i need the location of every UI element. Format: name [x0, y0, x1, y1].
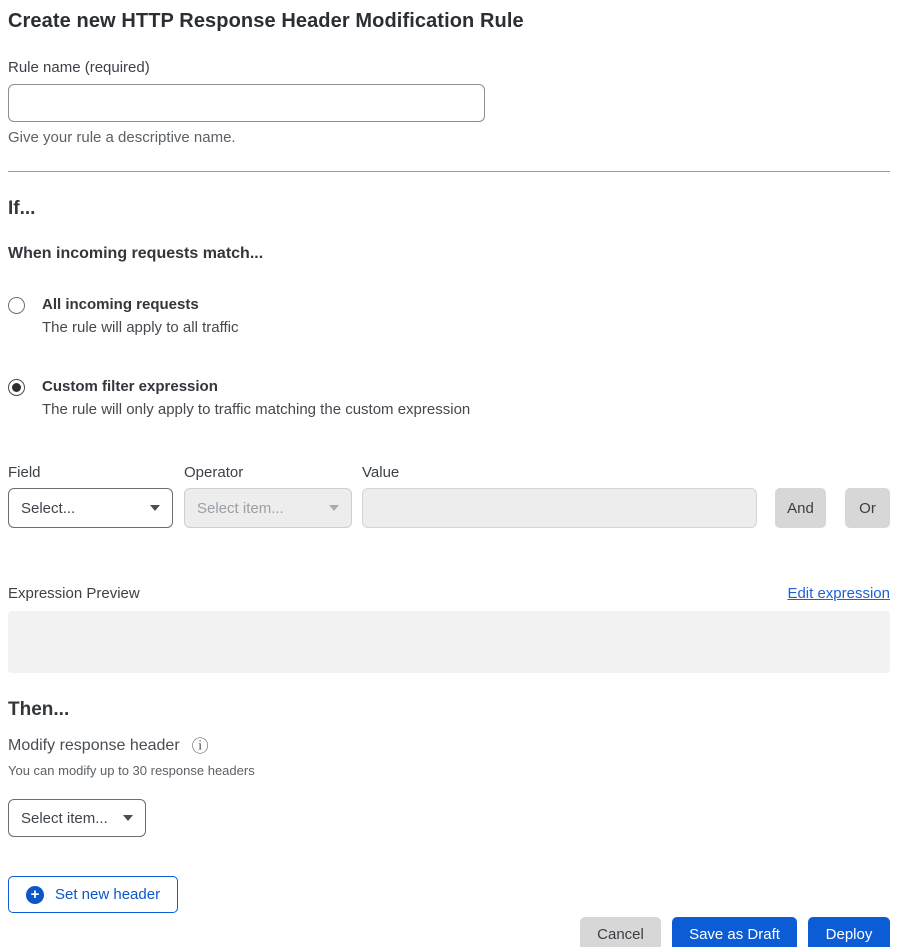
operator-select-value: Select item...	[197, 499, 284, 517]
and-button[interactable]: And	[775, 488, 826, 528]
radio-all-incoming-requests[interactable]	[8, 296, 890, 336]
radio-selected-icon[interactable]	[8, 379, 25, 396]
chevron-down-icon	[150, 505, 160, 511]
section-divider	[8, 171, 890, 172]
modify-helper-text: You can modify up to 30 response headers	[8, 763, 255, 778]
expression-builder	[8, 464, 890, 528]
match-subheading: When incoming requests match...	[8, 245, 264, 262]
field-select-value: Select...	[21, 499, 76, 517]
radio-custom-label: Custom filter expression	[42, 378, 218, 395]
radio-unselected-icon[interactable]	[8, 297, 25, 314]
cancel-button[interactable]: Cancel	[580, 917, 661, 947]
expression-preview-box	[8, 611, 890, 673]
footer-actions	[8, 917, 890, 947]
plus-icon: +	[26, 886, 44, 904]
rule-name-input[interactable]	[8, 84, 485, 122]
radio-custom-description: The rule will only apply to traffic matching the custom expression	[42, 401, 471, 418]
radio-custom-filter-expression[interactable]	[8, 378, 890, 418]
field-select[interactable]	[8, 488, 173, 528]
chevron-down-icon	[329, 505, 339, 511]
operator-select[interactable]	[184, 488, 352, 528]
set-new-header-button[interactable]	[8, 876, 178, 913]
rule-name-label: Rule name (required)	[8, 59, 150, 76]
save-as-draft-button[interactable]: Save as Draft	[672, 917, 797, 947]
then-heading: Then...	[8, 699, 70, 720]
info-icon[interactable]: ⓘ	[191, 736, 209, 756]
rule-name-helper: Give your rule a descriptive name.	[8, 129, 236, 146]
expression-preview-label: Expression Preview	[8, 585, 140, 602]
modify-response-header-label: Modify response header	[8, 737, 180, 754]
set-new-header-label: Set new header	[55, 886, 161, 903]
value-input[interactable]	[362, 488, 757, 528]
value-label: Value	[362, 464, 400, 481]
deploy-button[interactable]: Deploy	[808, 917, 890, 947]
if-heading: If...	[8, 198, 36, 219]
page-title: Create new HTTP Response Header Modification Rule	[8, 10, 524, 32]
radio-all-description: The rule will apply to all traffic	[42, 319, 239, 336]
chevron-down-icon	[123, 815, 133, 821]
radio-all-label: All incoming requests	[42, 296, 199, 313]
header-action-select[interactable]	[8, 799, 146, 837]
or-button[interactable]: Or	[845, 488, 890, 528]
operator-label: Operator	[184, 464, 244, 481]
field-label: Field	[8, 464, 41, 481]
header-action-select-value: Select item...	[21, 809, 108, 827]
edit-expression-link[interactable]: Edit expression	[787, 585, 890, 602]
